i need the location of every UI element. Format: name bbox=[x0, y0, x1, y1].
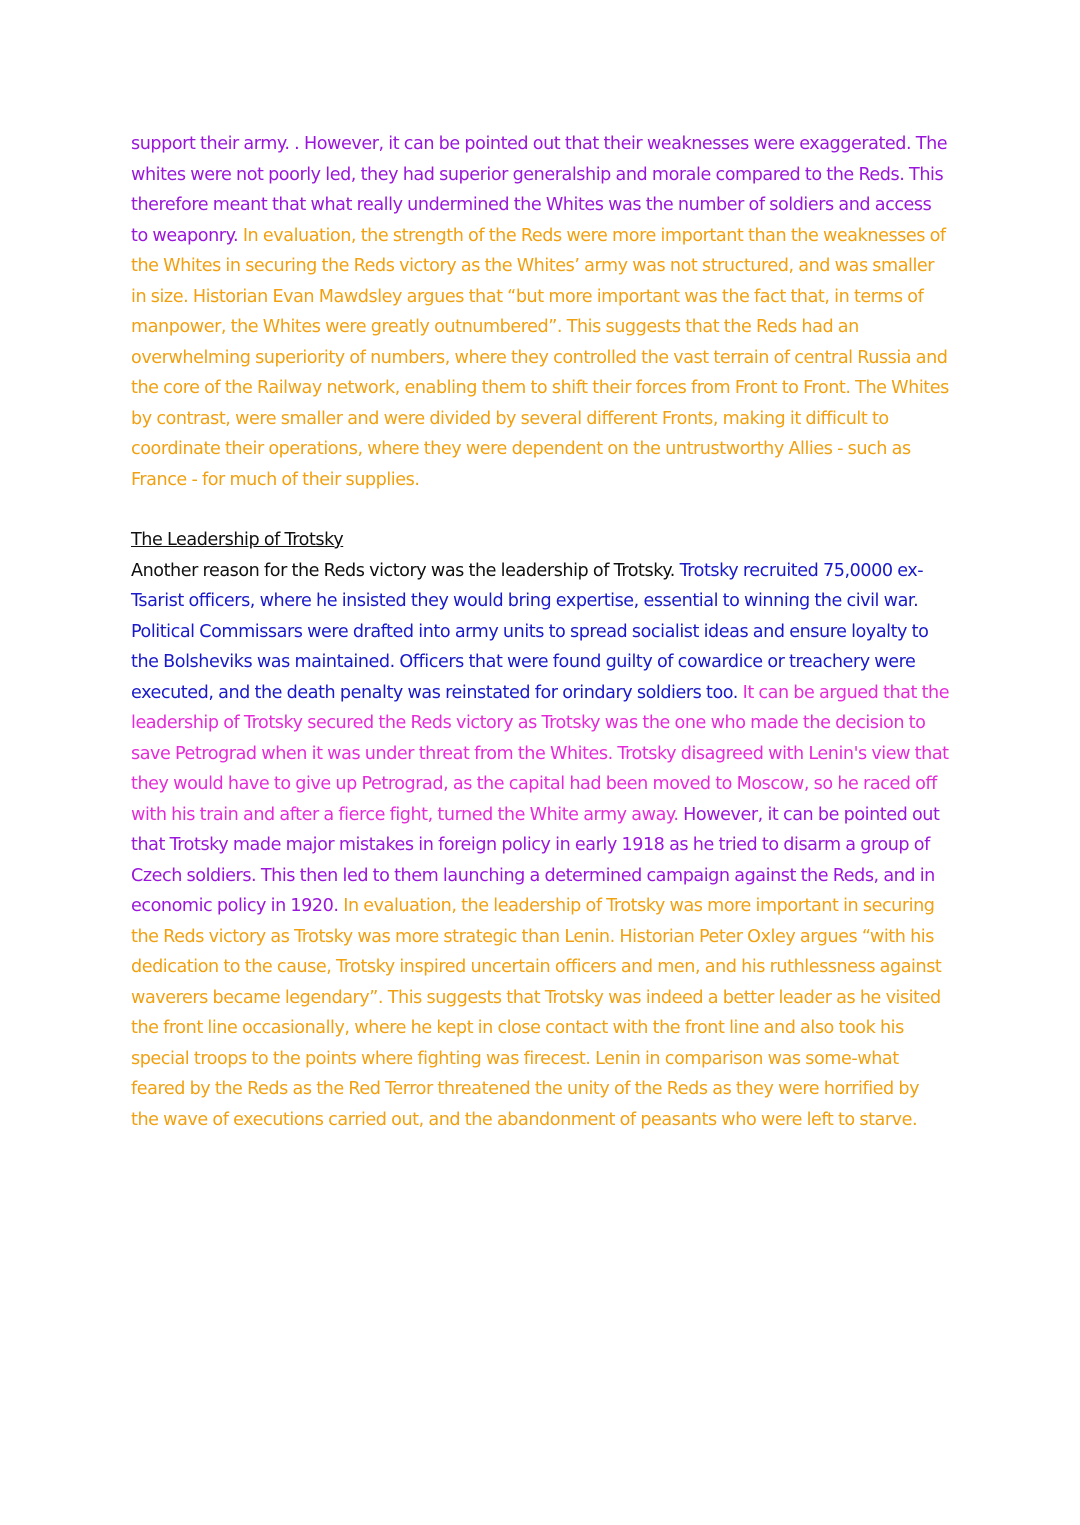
evidence-text: Trotsky recruited 75,0000 ex-Tsarist officers, where he insisted they would bring expertise, essential to winning the civil war. Political Commissars were drafted into army units to spread socialist ideas and ensure loyalty to the Bolsheviks was maintained. Officers that were found guilty of cowardice or treachery were executed, and the death penalty was reinstated for orindary soldiers too. bbox=[131, 560, 929, 703]
paragraph-whites-weaknesses bbox=[131, 129, 951, 495]
paragraph-gap bbox=[131, 495, 951, 525]
argument-text: It can be argued that the leadership of Trotsky secured the Reds victory as Trotsky was the one who made the decision to save Petrograd when it was under threat from the Whites. Trotsky disagreed with Lenin's view that they would have to give up Petrograd, as the capital had been moved to Moscow, so he raced off with his train and after a fierce fight, turned the White army away. bbox=[131, 682, 950, 825]
counterargument-text: However, it can be pointed out that Trotsky made major mistakes in foreign policy in early 1918 as he tried to disarm a group of Czech soldiers. This then led to them launching a determined campaign against the Reds, and in economic policy in 1920. bbox=[131, 804, 940, 916]
evaluation-text: In evaluation, the strength of the Reds were more important than the weaknesses of the Whites in securing the Reds victory as the Whites’ army was not structured, and was smaller in size. Historian Evan Mawdsley argues that “but more important was the fact that, in terms of manpower, the Whites were greatly outnumbered”. This suggests that the Reds had an overwhelming superiority of numbers, where they controlled the vast terrain of central Russia and the core of the Railway network, enabling them to shift their forces from Front to Front. The Whites by contrast, were smaller and were divided by several different Fronts, making it difficult to coordinate their operations, where they were dependent on the untrustworthy Allies - such as France - for much of their supplies. bbox=[131, 225, 949, 490]
paragraph-trotsky-leadership bbox=[131, 556, 951, 1136]
evaluation-text: In evaluation, the leadership of Trotsky was more important in securing the Reds victory as Trotsky was more strategic than Lenin. Historian Peter Oxley argues “with his dedication to the cause, Trotsky inspired uncertain officers and men, and his ruthlessness against waverers became legendary”. This suggests that Trotsky was indeed a better leader as he visited the front line occasionally, where he kept in close contact with the front line and also took his special troops to the points where fighting was firecest. Lenin in comparison was some-what feared by the Reds as the Red Terror threatened the unity of the Reds as they were horrified by the wave of executions carried out, and the abandonment of peasants who were left to starve. bbox=[131, 896, 942, 1130]
point-text: Another reason for the Reds victory was the leadership of Trotsky. bbox=[131, 560, 675, 581]
section-heading: The Leadership of Trotsky bbox=[131, 530, 344, 550]
document-page bbox=[131, 129, 951, 1135]
counterargument-text: support their army. . However, it can be pointed out that their weaknesses were exaggerated. The whites were not poorly led, they had superior generalship and morale compared to the Reds. This therefore meant that what really undermined the Whites was the number of soldiers and access to weaponry. bbox=[131, 134, 948, 246]
